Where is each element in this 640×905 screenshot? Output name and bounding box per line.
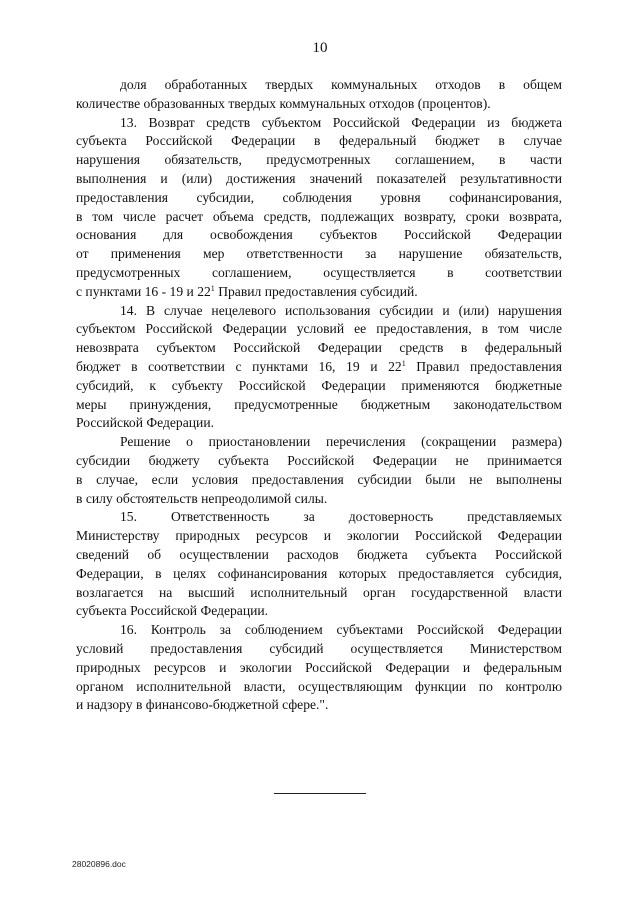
text-segment: бюджет в соответствии с пунктами 16, 19 и 22 (76, 358, 402, 374)
superscript: 1 (401, 358, 406, 368)
text-segment: Правил предоставления (405, 358, 562, 374)
text-line: 14. В случае нецелевого использования субсидии и (или) нарушения (120, 302, 562, 318)
document-body (76, 76, 562, 715)
text-segment: Правил предоставления субсидий. (214, 283, 418, 299)
text-line: субсидии бюджету субъекта Российской Федерации не принимается (76, 452, 562, 468)
text-line: и надзору в финансово-бюджетной сфере.". (76, 697, 329, 713)
text-line: доля обработанных твердых коммунальных отходов в общем (120, 77, 562, 92)
superscript: 1 (210, 283, 215, 293)
text-line: органом исполнительной власти, осуществляющим функции по контролю (76, 678, 562, 694)
text-line: Министерству природных ресурсов и экологии Российской Федерации (76, 528, 562, 544)
text-line: невозврата субъектом Российской Федерации средств в федеральный (76, 340, 562, 356)
page-number: 10 (312, 40, 328, 56)
text-line (76, 358, 562, 377)
text-line: Федерации, в целях софинансирования которых предоставляется субсидия, (76, 565, 562, 581)
text-line: субсидий, к субъекту Российской Федерации применяются бюджетные (76, 377, 562, 393)
text-line: количестве образованных твердых коммунальных отходов (процентов). (76, 95, 491, 111)
text-line: предоставления субсидии, соблюдения уровня софинансирования, (76, 189, 562, 205)
text-line: выполнения и (или) достижения значений показателей результативности (76, 170, 562, 186)
text-line: условий предоставления субсидий осуществляется Министерством (76, 640, 562, 656)
text-line: природных ресурсов и экологии Российской Федерации и федеральным (76, 659, 562, 675)
text-line: Решение о приостановлении перечисления (сокращении размера) (120, 434, 562, 450)
text-line: в случае, если условия предоставления субсидии были не выполнены (76, 471, 562, 487)
text-line: субъекта Российской Федерации. (76, 603, 269, 619)
text-line: сведений об осуществлении расходов бюджета субъекта Российской (76, 546, 562, 562)
text-line: основания для освобождения субъектов Российской Федерации (76, 227, 562, 243)
text-line: меры принуждения, предусмотренные бюджетным законодательством (76, 396, 562, 412)
end-of-text-rule (274, 793, 366, 794)
text-line: возлагается на высший исполнительный орган государственной власти (76, 584, 562, 600)
text-line: 15. Ответственность за достоверность представляемых (120, 509, 562, 525)
text-line: предусмотренных соглашением, осуществляется в соответствии (76, 264, 562, 280)
text-line: субъектом Российской Федерации условий ее предоставления, в том числе (76, 321, 562, 337)
text-line: 16. Контроль за соблюдением субъектами Российской Федерации (120, 622, 562, 638)
text-line: нарушения обязательств, предусмотренных соглашением, в части (76, 152, 562, 168)
text-line: субъекта Российской Федерации в федеральный бюджет в случае (76, 133, 562, 149)
text-line (76, 283, 562, 302)
text-line: от применения мер ответственности за нарушение обязательств, (76, 246, 562, 262)
text-line: в силу обстоятельств непреодолимой силы. (76, 490, 328, 506)
text-line: 13. Возврат средств субъектом Российской Федерации из бюджета (120, 114, 562, 130)
text-segment: с пунктами 16 - 19 и 22 (76, 283, 211, 299)
text-line: в том числе расчет объема средств, подлежащих возврату, сроки возврата, (76, 208, 562, 224)
text-line: Российской Федерации. (76, 415, 214, 431)
footer-filename: 28020896.doc (72, 859, 126, 869)
